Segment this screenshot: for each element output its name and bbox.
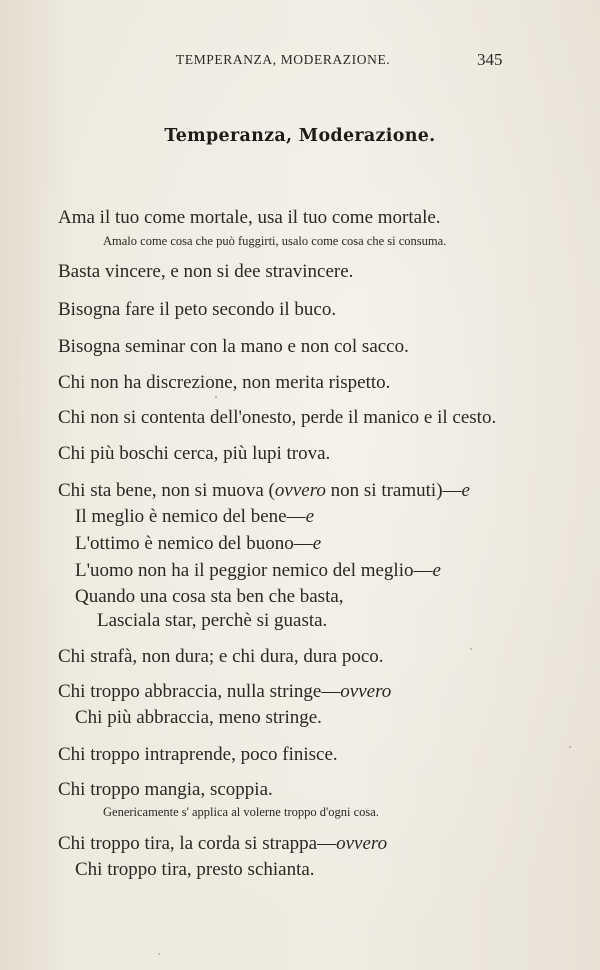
proverb-line: Chi non si contenta dell'onesto, perde il manico e il cesto. (58, 407, 497, 428)
proverb-variant-line: Lasciala star, perchè si guasta. (97, 610, 328, 631)
section-title: Temperanza, Moderazione. (164, 126, 436, 146)
proverb-line (58, 680, 391, 704)
variant-marker: ovvero (336, 833, 388, 854)
proverb-line: Bisogna fare il peto secondo il buco. (58, 299, 337, 320)
proverb-text: Il meglio è nemico del bene— (75, 506, 306, 527)
proverb-text: Chi sta bene, non si muova ( (58, 480, 275, 501)
page-number: 345 (477, 50, 503, 69)
proverb-text: Chi troppo tira, la corda si strappa— (58, 833, 337, 854)
proverb-text: L'ottimo è nemico del buono— (75, 533, 313, 554)
running-head (0, 50, 600, 72)
variant-marker: ovvero (274, 480, 326, 501)
proverb-line: Bisogna seminar con la mano e non col sacco. (58, 336, 409, 357)
proverb-text: Chi troppo abbraccia, nulla stringe— (58, 681, 341, 702)
proverb-text: non si tramuti)— (325, 480, 462, 501)
proverb-variant-line (75, 532, 321, 556)
proverb-variant-line (75, 505, 314, 529)
proverb-line: Chi più boschi cerca, più lupi trova. (58, 443, 331, 464)
proverb-variant-line: Chi più abbraccia, meno stringe. (75, 707, 322, 728)
proverb-line: Chi troppo mangia, scoppia. (58, 779, 273, 800)
proverb-line (58, 479, 470, 503)
proverb-note: Genericamente s' applica al volerne troppo d'ogni cosa. (103, 805, 379, 819)
proverb-variant-line: Quando una cosa sta ben che basta, (75, 586, 344, 607)
paper-speck (470, 648, 472, 650)
variant-marker: e (432, 560, 441, 581)
proverb-line: Ama il tuo come mortale, usa il tuo come mortale. (58, 207, 441, 228)
proverb-variant-line: Chi troppo tira, presto schianta. (75, 859, 315, 880)
proverb-line (58, 832, 387, 856)
proverb-line: Chi troppo intraprende, poco finisce. (58, 744, 338, 765)
proverb-variant-line (75, 559, 441, 583)
paper-speck (158, 953, 160, 955)
running-title: TEMPERANZA, MODERAZIONE. (176, 52, 391, 67)
variant-marker: e (312, 533, 322, 554)
proverb-line: Chi non ha discrezione, non merita rispetto. (58, 372, 391, 393)
proverb-text: L'uomo non ha il peggior nemico del meglio— (75, 560, 433, 581)
paper-speck (215, 396, 217, 398)
proverb-line: Chi strafà, non dura; e chi dura, dura poco. (58, 646, 384, 667)
paper-speck (569, 746, 571, 748)
variant-marker: e (461, 480, 470, 501)
variant-marker: ovvero (340, 681, 392, 702)
proverb-note: Amalo come cosa che può fuggirti, usalo come cosa che si consuma. (103, 234, 447, 248)
variant-marker: e (305, 506, 314, 527)
proverb-line: Basta vincere, e non si dee stravincere. (58, 261, 354, 282)
